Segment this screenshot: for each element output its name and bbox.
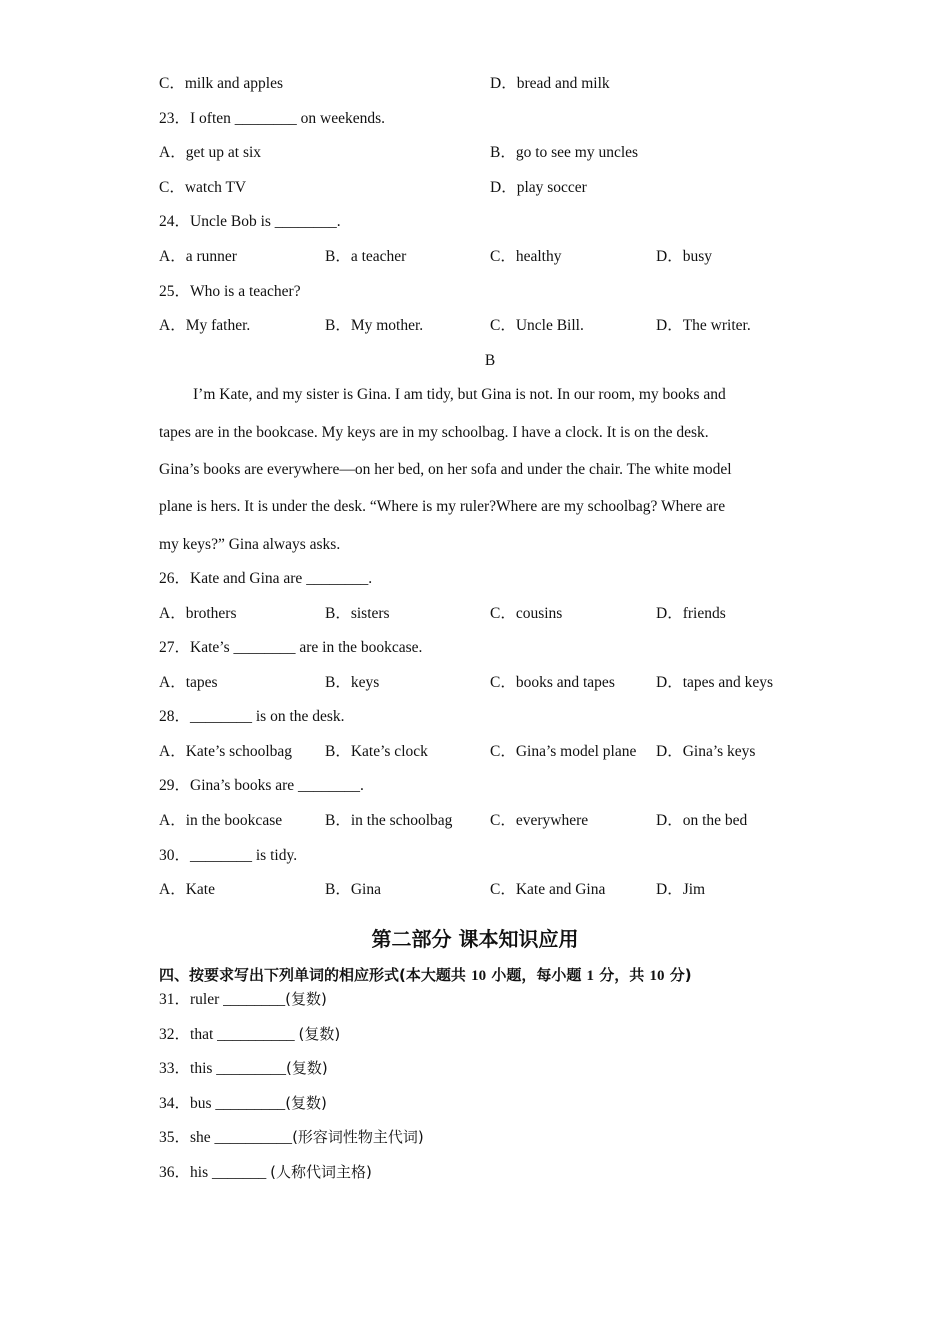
q26-option-b: B．sisters	[325, 605, 390, 622]
q24-stem-row	[0, 211, 950, 233]
q29-option-d: D．on the bed	[656, 812, 748, 829]
q30-option-b: B．Gina	[325, 881, 381, 898]
q24-option-c: C．healthy	[490, 248, 562, 265]
q25-stem-row	[0, 281, 950, 303]
q24-options-row	[0, 246, 950, 268]
item-number: 31．	[159, 991, 191, 1008]
q24-option-d: D．busy	[656, 248, 712, 265]
section-b-title: B	[484, 352, 496, 369]
word-form-item-34	[0, 1092, 950, 1114]
word-form-item-31	[0, 988, 950, 1010]
q28-option-b: B．Kate’s clock	[325, 743, 428, 760]
q24-option-a: A．a runner	[159, 248, 237, 265]
q27-stem-row	[0, 637, 950, 659]
word-form-item-33	[0, 1057, 950, 1079]
item-word: his _______	[190, 1164, 271, 1181]
q28-options-row	[0, 741, 950, 763]
passage-line-3: Gina’s books are everywhere—on her bed, on her sofa and under the chair. The white model	[159, 461, 732, 478]
q29-option-a: A．in the bookcase	[159, 812, 283, 829]
q27-option-a: A．tapes	[159, 674, 218, 691]
item-number: 35．	[159, 1129, 191, 1146]
item-word: that __________	[190, 1026, 299, 1043]
q25-option-d: D．The writer.	[656, 317, 751, 334]
q25-option-a: A．My father.	[159, 317, 251, 334]
item-hint: (形容词性物主代词)	[292, 1128, 424, 1146]
q28-stem: 28．________ is on the desk.	[159, 708, 345, 725]
passage-line-5: my keys?” Gina always asks.	[159, 536, 341, 553]
q28-option-d: D．Gina’s keys	[656, 743, 756, 760]
item-word: bus _________	[190, 1095, 286, 1112]
q27-options-row	[0, 672, 950, 694]
q23-option-a: A．get up at six	[159, 144, 262, 161]
q23-options-row1	[0, 142, 950, 164]
q22-option-c: C．milk and apples	[159, 75, 283, 92]
q23-stem-row	[0, 108, 950, 130]
q29-option-b: B．in the schoolbag	[325, 812, 453, 829]
word-form-item-32	[0, 1023, 950, 1045]
q25-stem: 25．Who is a teacher?	[159, 283, 301, 300]
q29-option-c: C．everywhere	[490, 812, 589, 829]
passage-line-4: plane is hers. It is under the desk. “Where is my ruler?Where are my schoolbag? Where are	[159, 498, 726, 515]
q26-option-a: A．brothers	[159, 605, 237, 622]
q26-option-d: D．friends	[656, 605, 726, 622]
word-form-item-35	[0, 1126, 950, 1148]
section4-heading-n3: 10	[649, 968, 665, 984]
q23-option-d: D．play soccer	[490, 179, 587, 196]
item-number: 36．	[159, 1164, 191, 1181]
q30-stem: 30．________ is tidy.	[159, 847, 298, 864]
q23-option-b: B．go to see my uncles	[490, 144, 639, 161]
q30-options-row	[0, 879, 950, 901]
item-hint: (复数)	[285, 990, 327, 1008]
q29-stem-row	[0, 775, 950, 797]
q27-option-d: D．tapes and keys	[656, 674, 774, 691]
item-number: 34．	[159, 1095, 191, 1112]
q23-stem: 23．I often ________ on weekends.	[159, 110, 385, 127]
q25-option-c: C．Uncle Bill.	[490, 317, 584, 334]
passage-line-2: tapes are in the bookcase. My keys are in my schoolbag. I have a clock. It is on the desk.	[159, 424, 709, 441]
q29-stem: 29．Gina’s books are ________.	[159, 777, 364, 794]
q25-option-b: B．My mother.	[325, 317, 424, 334]
item-word: this _________	[190, 1060, 287, 1077]
item-word: she __________	[190, 1129, 293, 1146]
passage-line-1: I’m Kate, and my sister is Gina. I am tidy, but Gina is not. In our room, my books and	[193, 386, 726, 403]
q26-stem-row	[0, 568, 950, 590]
part2-title: 第二部分 课本知识应用	[371, 927, 579, 951]
q30-stem-row	[0, 845, 950, 867]
item-hint: (人称代词主格)	[270, 1163, 372, 1181]
q23-option-c: C．watch TV	[159, 179, 247, 196]
item-word: ruler ________	[190, 991, 286, 1008]
q30-option-a: A．Kate	[159, 881, 215, 898]
q23-options-row2	[0, 177, 950, 199]
item-number: 33．	[159, 1060, 191, 1077]
item-number: 32．	[159, 1026, 191, 1043]
q27-option-b: B．keys	[325, 674, 380, 691]
q30-option-d: D．Jim	[656, 881, 706, 898]
q28-option-a: A．Kate’s schoolbag	[159, 743, 293, 760]
q27-option-c: C．books and tapes	[490, 674, 615, 691]
q25-options-row	[0, 315, 950, 337]
q24-option-b: B．a teacher	[325, 248, 407, 265]
q30-option-c: C．Kate and Gina	[490, 881, 606, 898]
q26-stem: 26．Kate and Gina are ________.	[159, 570, 373, 587]
q28-option-c: C．Gina’s model plane	[490, 743, 637, 760]
q29-options-row	[0, 810, 950, 832]
item-hint: (复数)	[298, 1025, 341, 1043]
q28-stem-row	[0, 706, 950, 728]
section4-heading	[159, 964, 692, 986]
section4-heading-n2: 1	[586, 968, 595, 984]
item-hint: (复数)	[285, 1094, 327, 1112]
q27-stem: 27．Kate’s ________ are in the bookcase.	[159, 639, 423, 656]
section4-heading-post: 分)	[664, 966, 692, 984]
q22-options-row2	[0, 73, 950, 95]
q26-options-row	[0, 603, 950, 625]
q22-option-d: D．bread and milk	[490, 75, 610, 92]
item-hint: (复数)	[286, 1059, 328, 1077]
q26-option-c: C．cousins	[490, 605, 563, 622]
section4-heading-pre: 四、按要求写出下列单词的相应形式(本大题共	[159, 966, 472, 984]
word-form-item-36	[0, 1161, 950, 1183]
q24-stem: 24．Uncle Bob is ________.	[159, 213, 341, 230]
section4-heading-mid2: 分，共	[594, 966, 650, 984]
section4-heading-n1: 10	[471, 968, 487, 984]
section4-heading-mid1: 小题，每小题	[486, 966, 587, 984]
